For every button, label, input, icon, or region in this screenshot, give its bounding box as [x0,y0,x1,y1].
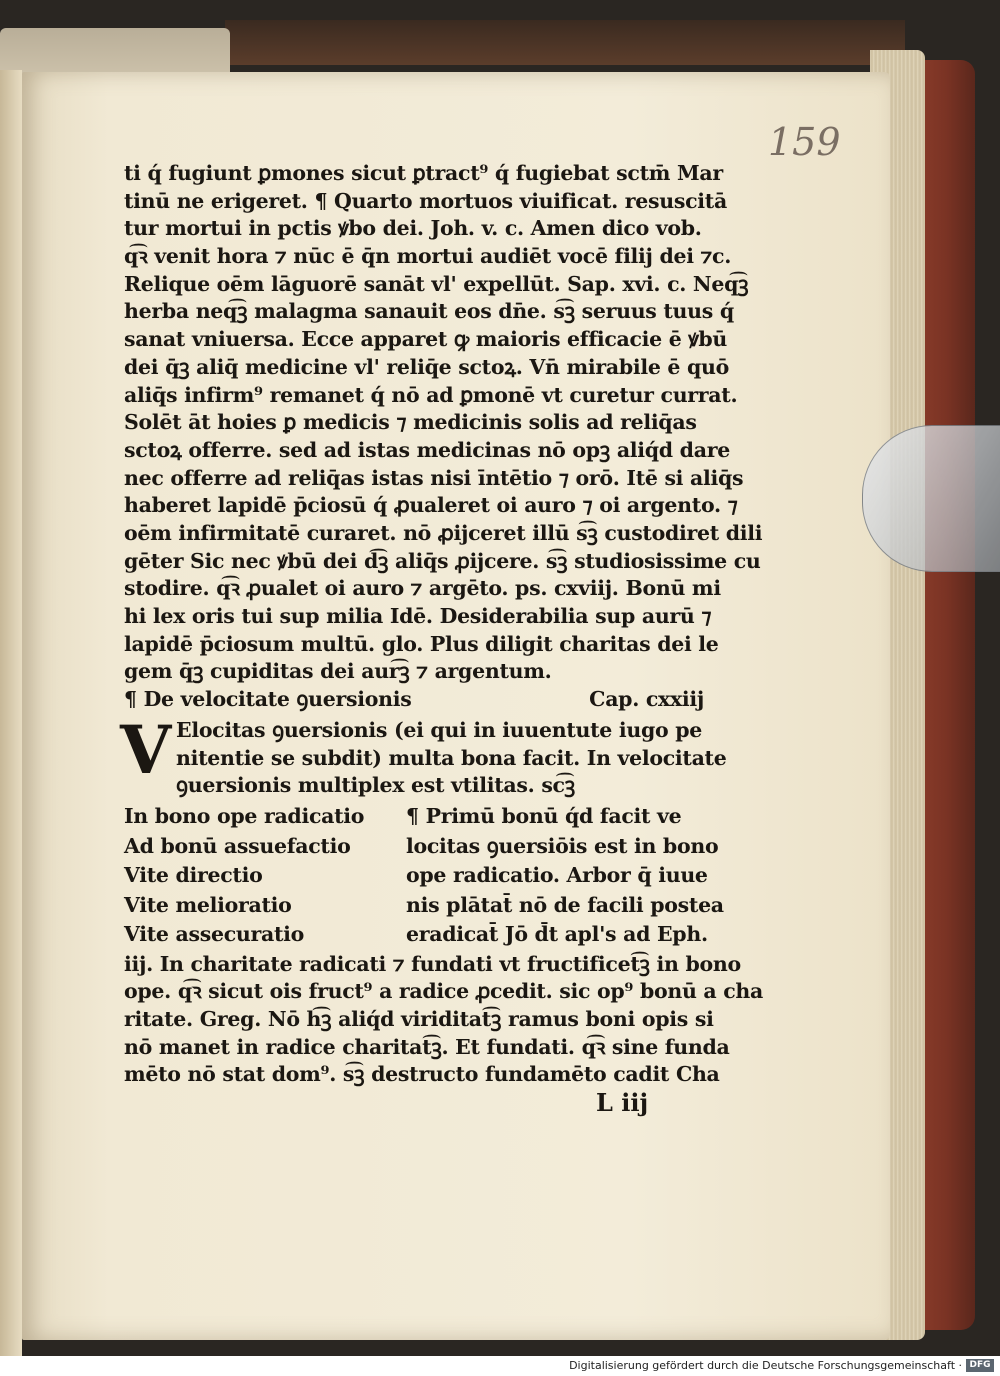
benefits-list [124,803,406,951]
page-text [120,160,763,1089]
first-benefit-text [406,803,724,951]
text-line: ꝯuersionis multiplex est vtilitas. sc͡ꝫ [176,773,575,798]
list-item: Vite directio [124,863,263,888]
list-item: Vite assecuratio [124,922,304,947]
page-clip [862,425,1000,572]
text-line: gem q̄ꝫ cupiditas dei aur͡ꝫ ⁊ argentum. [124,659,552,684]
text-line: sanat vniuersa. Ecce apparet ꝙ maioris efficacie ē ꝟbū [124,327,727,352]
text-line: locitas ꝯuersiōis est in bono [406,833,719,858]
chapter-heading [124,686,704,717]
text-line: tinū ne erigeret. ¶ Quarto mortuos viuificat. resuscitā [124,188,727,213]
text-line: oēm infirmitatē curaret. nō ꝓijceret illū s͡ꝫ custodiret dili [124,520,763,545]
text-line: iij. In charitate radicati ⁊ fundati vt fructificet͡ꝫ in bono [124,951,741,976]
chapter-title: ¶ De velocitate ꝯuersionis [124,687,412,712]
two-column-list [124,803,724,951]
text-line: ¶ Primū bonū q́d facit ve [406,804,682,829]
book-top-edge [225,20,905,65]
text-line: q͡ꝛ venit hora ⁊ nūc ē q̄n mortui audiēt vocē filij dei ⁊c. [124,244,732,269]
drop-cap: V [120,711,171,790]
text-line: stodire. q͡ꝛ ꝓualet oi auro ⁊ argēto. ps. cxviij. Bonū mi [124,576,721,601]
text-line: hi lex oris tui sup milia Idē. Desiderabilia sup aurū ⁊ [124,604,712,628]
chapter-number: Cap. cxxiij [589,687,704,712]
chapter-opening [120,711,727,800]
text-line: ope radicatio. Arbor q̄ iuue [406,863,708,888]
text-line: Relique oēm lāguorē sanāt vl' expellūt. Sap. xvi. c. Neq͡ꝫ [124,271,749,296]
folio-number: 159 [768,120,841,164]
text-line: mēto nō stat dom⁹. s͡ꝫ destructo fundamēto cadit Cha [124,1062,720,1087]
text-line: Solēt āt hoies ꝑ medicis ⁊ medicinis solis ad reliq̄as [124,410,697,435]
text-line: herba neq͡ꝫ malagma sanauit eos dn̄e. s͡ꝫ seruus tuus q́ [124,299,734,324]
text-line: nec offerre ad reliq̄as istas nisi īntētio ⁊ orō. Itē si aliq̄s [124,465,744,490]
text-line: nō manet in radice charitat͡ꝫ. Et fundati. q͡ꝛ sine funda [124,1034,730,1059]
chapter-opening-lines [124,717,727,800]
text-line: dei q̄ꝫ aliq̄ medicine vl' reliq̄e sctoꝝ. Vn̄ mirabile ē quō [124,354,730,379]
signature-mark: L iij [596,1088,649,1117]
text-line: eradicat̄ Jō d̄t apl's ad Eph. [406,922,708,947]
text-line: ope. q͡ꝛ sicut ois fruct⁹ a radice ꝓcedit. sic op⁹ bonū a cha [124,979,763,1004]
text-line: ritate. Greg. Nō h͡ꝫ aliq́d viriditat͡ꝫ ramus boni opis si [124,1007,714,1031]
body-paragraph [124,160,763,686]
text-line: gēter Sic nec ꝟbū dei d͡ꝫ aliq̄s ꝓijcere. s͡ꝫ studiosissime cu [124,548,761,573]
text-line: nitentie se subdit) multa bona facit. In velocitate [176,745,727,770]
footer-bar [0,1356,1000,1376]
footer-credit: Digitalisierung gefördert durch die Deutsche Forschungsgemeinschaft · [569,1359,962,1372]
text-line: sctoꝝ offerre. sed ad istas medicinas nō opꝫ aliq́d dare [124,437,730,462]
text-line: tur mortui in pctis ꝟbo dei. Joh. v. c. Amen dico vob. [124,216,702,241]
list-item: In bono ope radicatio [124,804,365,829]
left-page-edge [0,70,22,1360]
text-line: ti q́ fugiunt ꝑmones sicut ꝑtract⁹ q́ fugiebat sctm̄ Mar [124,161,723,185]
closing-paragraph [124,951,763,1089]
dfg-logo: DFG [966,1359,994,1372]
text-line: nis plātat̄ nō de facili postea [406,892,724,917]
text-line: aliq̄s infirm⁹ remanet q́ nō ad ꝑmonē vt curetur currat. [124,382,738,407]
list-item: Vite melioratio [124,892,292,917]
list-item: Ad bonū assuefactio [124,833,351,858]
text-line: lapidē p̄ciosum multū. glo. Plus diligit charitas dei le [124,631,719,656]
text-line: haberet lapidē p̄ciosū q́ ꝓualeret oi auro ⁊ oi argento. ⁊ [124,493,738,518]
text-line: Elocitas ꝯuersionis (ei qui in iuuentute iugo pe [176,718,702,743]
